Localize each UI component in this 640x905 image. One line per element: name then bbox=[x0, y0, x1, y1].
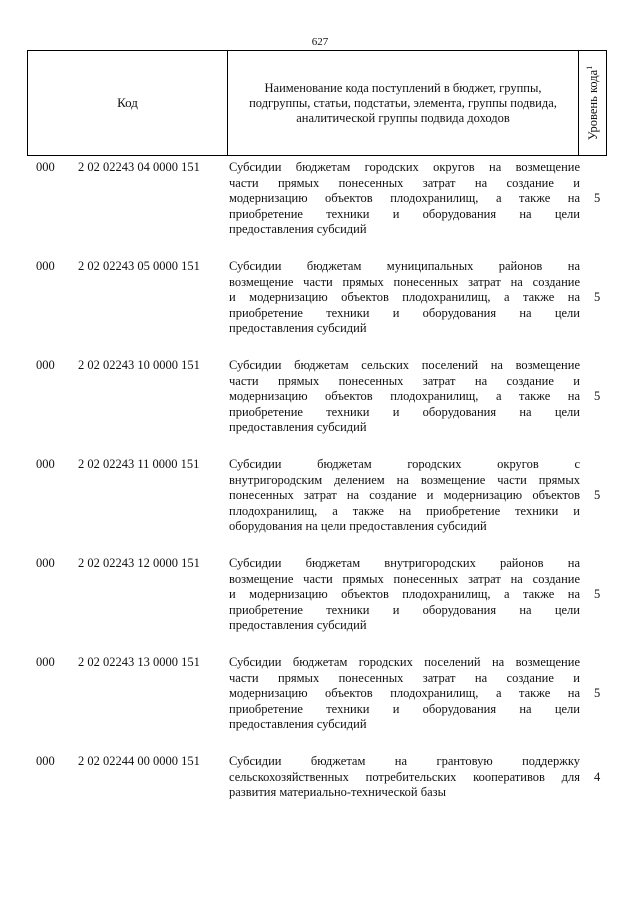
row-code: 2 02 02243 10 0000 151 bbox=[78, 358, 200, 372]
row-code-prefix: 000 bbox=[36, 655, 55, 669]
row-name-line: оборудования на цели предоставления субсидий bbox=[229, 519, 487, 533]
row-name-line: приобретение техники и оборудования на цели bbox=[229, 602, 580, 617]
row-level: 5 bbox=[594, 488, 601, 503]
row-code-prefix: 000 bbox=[36, 556, 55, 570]
row-name-line: модернизацию объектов плодохранилищ, а также на bbox=[229, 191, 580, 205]
row-name-line: внутригородским делением на возмещение части прямых bbox=[229, 472, 580, 487]
row-name-line: Субсидии бюджетам на грантовую поддержку bbox=[229, 754, 580, 768]
row-name-line: модернизацию объектов плодохранилищ, а также на bbox=[229, 686, 580, 700]
row-name-line: Субсидии бюджетам городских поселений на возмещение bbox=[229, 655, 580, 669]
row-name-line: предоставления субсидий bbox=[229, 618, 367, 632]
page-number: 627 bbox=[311, 36, 329, 48]
row-code: 2 02 02243 11 0000 151 bbox=[78, 457, 200, 471]
header-level-footnote: 1 bbox=[584, 65, 594, 70]
row-code-prefix: 000 bbox=[36, 259, 55, 273]
row-level: 5 bbox=[594, 389, 601, 404]
row-name bbox=[229, 160, 580, 238]
row-code: 2 02 02243 04 0000 151 bbox=[78, 160, 200, 174]
row-name-line: Субсидии бюджетам сельских поселений на возмещение bbox=[229, 358, 580, 372]
row-name-line: Субсидии бюджетам городских округов на возмещение bbox=[229, 160, 580, 174]
row-level: 4 bbox=[594, 769, 601, 784]
header-level bbox=[579, 51, 606, 155]
row-level: 5 bbox=[594, 686, 601, 701]
row-level: 5 bbox=[594, 191, 601, 206]
row-code: 2 02 02243 12 0000 151 bbox=[78, 556, 200, 570]
row-name-line: приобретение техники и оборудования на цели bbox=[229, 305, 580, 320]
row-name-line: возмещение части прямых понесенных затрат на создание bbox=[229, 571, 580, 586]
row-name-line: Субсидии бюджетам внутригородских районов на bbox=[229, 556, 580, 570]
header-code: Код bbox=[28, 51, 228, 155]
row-name bbox=[229, 259, 580, 337]
table-header bbox=[27, 50, 607, 156]
row-name-line: развития материально-технической базы bbox=[229, 785, 446, 799]
row-name-line: модернизацию объектов плодохранилищ, а также на bbox=[229, 389, 580, 403]
row-name-line: предоставления субсидий bbox=[229, 420, 367, 434]
row-name bbox=[229, 358, 580, 436]
row-code: 2 02 02244 00 0000 151 bbox=[78, 754, 200, 768]
row-name-line: предоставления субсидий bbox=[229, 222, 367, 236]
row-name-line: сельскохозяйственных потребительских кооперативов для bbox=[229, 769, 580, 784]
row-code: 2 02 02243 13 0000 151 bbox=[78, 655, 200, 669]
row-name bbox=[229, 556, 580, 634]
header-level-label: Уровень кода bbox=[585, 69, 600, 141]
row-name-line: предоставления субсидий bbox=[229, 717, 367, 731]
row-name-line: и модернизацию объектов плодохранилищ, а также на bbox=[229, 290, 580, 304]
row-name-line: приобретение техники и оборудования на цели bbox=[229, 206, 580, 221]
row-name-line: понесенных затрат на создание и модернизацию объектов bbox=[229, 488, 580, 502]
row-name-line: возмещение части прямых понесенных затрат на создание bbox=[229, 274, 580, 289]
row-name-line: предоставления субсидий bbox=[229, 321, 367, 335]
row-code-prefix: 000 bbox=[36, 457, 55, 471]
row-code-prefix: 000 bbox=[36, 160, 55, 174]
row-name-line: части прямых понесенных затрат на создание и bbox=[229, 373, 580, 388]
row-name-line: приобретение техники и оборудования на цели bbox=[229, 404, 580, 419]
row-name-line: части прямых понесенных затрат на создание и bbox=[229, 670, 580, 685]
row-name-line: и модернизацию объектов плодохранилищ, а также на bbox=[229, 587, 580, 601]
row-name-line: приобретение техники и оборудования на цели bbox=[229, 701, 580, 716]
row-code-prefix: 000 bbox=[36, 358, 55, 372]
row-level: 5 bbox=[594, 587, 601, 602]
row-level: 5 bbox=[594, 290, 601, 305]
row-name-line: Субсидии бюджетам муниципальных районов на bbox=[229, 259, 580, 273]
row-name-line: части прямых понесенных затрат на создание и bbox=[229, 175, 580, 190]
row-name bbox=[229, 754, 580, 801]
row-code-prefix: 000 bbox=[36, 754, 55, 768]
row-code: 2 02 02243 05 0000 151 bbox=[78, 259, 200, 273]
header-name: Наименование кода поступлений в бюджет, группы, подгруппы, статьи, подстатьи, элемента, группы подвида, аналитической группы подвида доходов bbox=[228, 51, 579, 155]
row-name bbox=[229, 655, 580, 733]
row-name-line: плодохранилищ, а также на приобретение техники и bbox=[229, 503, 580, 518]
row-name-line: Субсидии бюджетам городских округов с bbox=[229, 457, 580, 471]
row-name bbox=[229, 457, 580, 535]
